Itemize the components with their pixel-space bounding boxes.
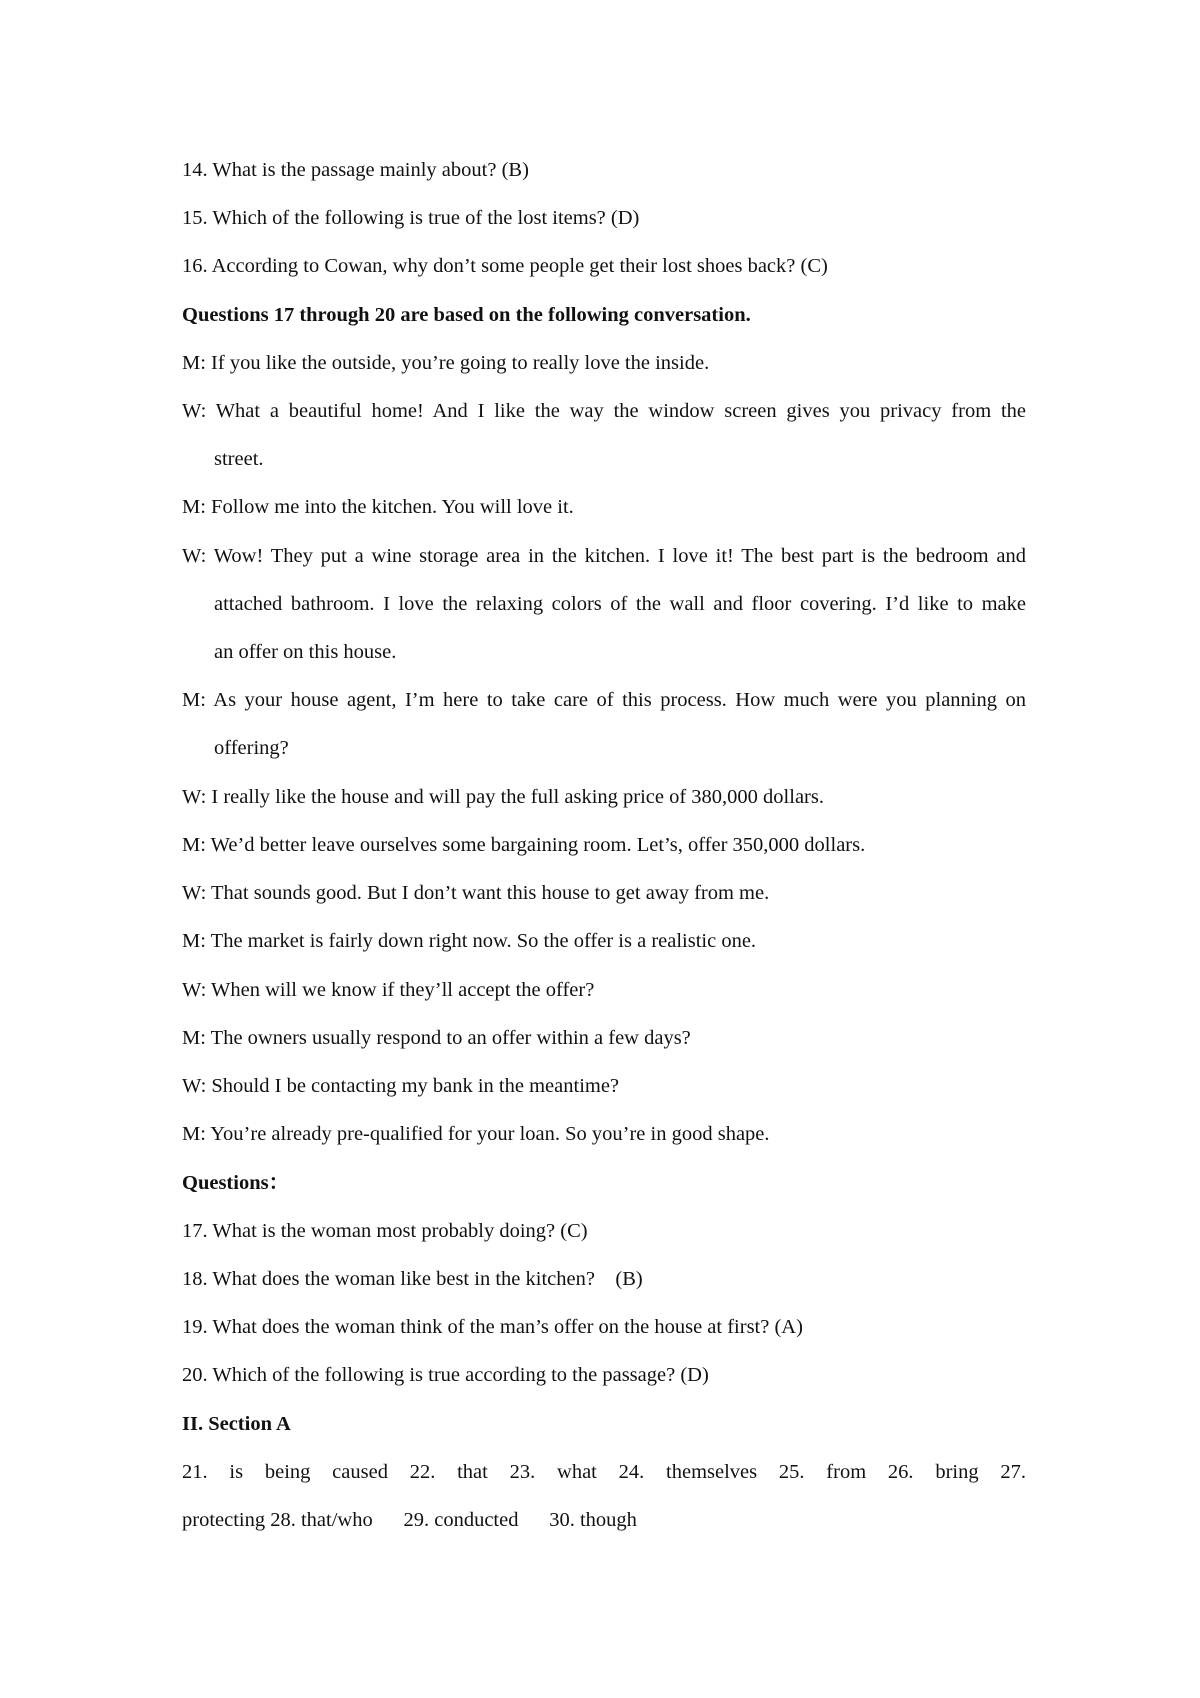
answer-q15: 15. Which of the following is true of the lost items? (D) bbox=[182, 207, 640, 229]
answers-line: protecting 28. that/who 29. conducted 30. though bbox=[182, 1509, 637, 1531]
dialogue-line-continued: offering? bbox=[214, 737, 289, 759]
answer-q18: 18. What does the woman like best in the kitchen? (B) bbox=[182, 1268, 643, 1290]
dialogue-line: M: As your house agent, I’m here to take care of this process. How much were you planning on bbox=[182, 689, 1026, 711]
dialogue-line: M: The market is fairly down right now. So the offer is a realistic one. bbox=[182, 930, 757, 952]
dialogue-line: W: I really like the house and will pay the full asking price of 380,000 dollars. bbox=[182, 786, 824, 808]
dialogue-line: W: That sounds good. But I don’t want this house to get away from me. bbox=[182, 882, 770, 904]
conversation-heading: Questions 17 through 20 are based on the following conversation. bbox=[182, 304, 751, 326]
dialogue-line: M: If you like the outside, you’re going to really love the inside. bbox=[182, 352, 710, 374]
answer-q16: 16. According to Cowan, why don’t some people get their lost shoes back? (C) bbox=[182, 255, 828, 277]
dialogue-line: M: You’re already pre-qualified for your loan. So you’re in good shape. bbox=[182, 1123, 770, 1145]
dialogue-line: M: Follow me into the kitchen. You will love it. bbox=[182, 496, 574, 518]
section-heading: II. Section A bbox=[182, 1413, 291, 1435]
answer-q17: 17. What is the woman most probably doing? (C) bbox=[182, 1220, 588, 1242]
dialogue-line-continued: an offer on this house. bbox=[214, 641, 397, 663]
answer-q19: 19. What does the woman think of the man’s offer on the house at first? (A) bbox=[182, 1316, 803, 1338]
questions-heading: Questions： bbox=[182, 1172, 290, 1194]
dialogue-line: W: Wow! They put a wine storage area in the kitchen. I love it! The best part is the bedroom and bbox=[182, 545, 1026, 567]
answer-q14: 14. What is the passage mainly about? (B) bbox=[182, 159, 529, 181]
dialogue-line: W: Should I be contacting my bank in the meantime? bbox=[182, 1075, 620, 1097]
answers-line: 21. is being caused 22. that 23. what 24. themselves 25. from 26. bring 27. bbox=[182, 1461, 1026, 1483]
dialogue-line-continued: street. bbox=[214, 448, 264, 470]
dialogue-line: W: What a beautiful home! And I like the way the window screen gives you privacy from the bbox=[182, 400, 1026, 422]
dialogue-line-continued: attached bathroom. I love the relaxing colors of the wall and floor covering. I’d like to make bbox=[214, 593, 1026, 615]
dialogue-line: M: The owners usually respond to an offer within a few days? bbox=[182, 1027, 691, 1049]
dialogue-line: M: We’d better leave ourselves some bargaining room. Let’s, offer 350,000 dollars. bbox=[182, 834, 866, 856]
dialogue-line: W: When will we know if they’ll accept the offer? bbox=[182, 979, 595, 1001]
answer-q20: 20. Which of the following is true according to the passage? (D) bbox=[182, 1364, 709, 1386]
